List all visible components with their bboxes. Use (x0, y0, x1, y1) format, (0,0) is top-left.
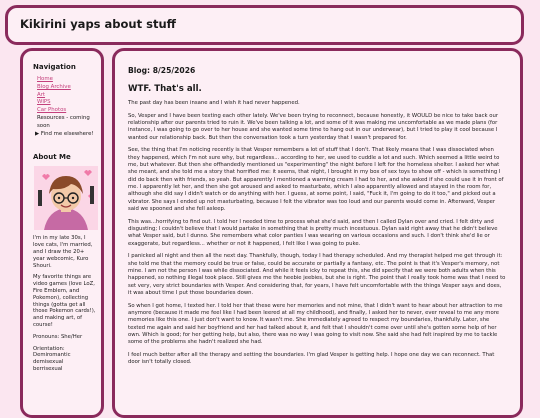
avatar-illustration (34, 166, 98, 230)
blog-post-panel (112, 48, 523, 418)
nav-link-wips[interactable]: WIPS (37, 99, 51, 106)
post-paragraph: See, the thing that I'm noticing recently is that Vesper remembers a lot of stuff that I don't. That likely means that I was dissociated when they happened, which I'm not sure why, but regardless... according to her, we used to cuddle a lot and such. Which seemed a little weird to me, but whatever. But then she offhandedly mentioned us "experimenting" the night before I left for the homeless shelter. I asked her what she meant, and she told me a story that horrified me: it seems, that night, I brought in my box of sex toys to show off - which is something I did do back then with friends, so yeah. But apparently I mentioned a warming cream I had to her, and she asked if she could use it in front of me. I apparently let her, and then she got aroused and asked to masturbate, which I also apparently allowed and stayed in the room for, although she did say I didn't watch or do anything with her. I guess, at some point, I said, "Fuck it, I'm going to do it too," and picked out a vibrator. She says I ended up not masturbating, because I felt the vibrator was too loud and our parents would come in. Afterward, Vesper said we spooned and she fell asleep. (128, 147, 504, 212)
about-favorites: My favorite things are video games (love LoZ, Fire Emblem, and Pokemon), collecting things (gotta get all those Pokemon cards!), and making art, of course! (33, 274, 96, 328)
orientation-line: berrisexual (33, 365, 63, 372)
post-paragraph: I panicked all night and then all the next day. Thankfully, though, today I had therapy scheduled. And my therapist helped me get through it: she told me that the memory could be true or false, could be accurate or partially a fantasy, etc. The point is that it's Vesper's memory, not mine. I am not the person I was while dissociated. And while it feels icky to repeat this, she did specify that we were both adults when this happened, so nothing illegal took place. Still gives me the heebie jeebies, but she is right. The point that I really took home was that I need to set very, very strict boundaries with Vesper. And considering that, for years, I have felt uncomfortable with the things Vesper says and does, it was about time I put those boundaries down. (128, 253, 506, 296)
nav-link-blog-archive[interactable]: Blog Archive (37, 83, 71, 90)
nav-list (33, 76, 101, 138)
about-heading: About Me (33, 153, 71, 162)
site-header (5, 5, 524, 45)
orientation-line: demisexual (33, 359, 64, 366)
post-paragraph: So, Vesper and I have been texting each other lately. We've been trying to reconnect, because honestly, it WOULD be nice to take back our relationship after our parents tried to ruin it. We've been talking a lot, and some of it was making me uncomfortable as we made plans (for instance, I was going to go over to her house and she wanted some time to hang out in our underwear), but I tried to play it cool because I wanted our relationship back. But then the conversation took a turn yesterday that I wasn't prepared for. (128, 112, 499, 141)
post-title: WTF. That's all. (128, 84, 202, 94)
about-bio: I'm in my late 30s, I love cats, I'm married, and I draw the 20+ year webcomic, Kuro Shouri. (33, 235, 93, 269)
sidebar (20, 48, 104, 418)
nav-link-car-photos[interactable]: Car Photos (37, 107, 67, 114)
avatar (34, 166, 98, 230)
orientation-line: Demiromantic (33, 352, 71, 359)
about-section (33, 153, 101, 372)
post-date-heading: Blog: 8/25/2026 (128, 66, 196, 75)
nav-heading: Navigation (33, 63, 76, 71)
about-pronouns: Pronouns: She/Her (33, 333, 83, 340)
orientation-label: Orientation: (33, 345, 65, 352)
nav-resources: Resources - coming soon (37, 114, 90, 129)
about-orientation (33, 346, 97, 373)
post-paragraph: I feel much better after all the therapy and setting the boundaries. I'm glad Vesper is getting help. I hope one day we can reconnect. That door isn't totally closed. (128, 351, 495, 366)
post-paragraph: The past day has been insane and I wish it had never happened. (128, 100, 300, 106)
post-paragraph: So when I got home, I texted her. I told her that these were her memories and not mine, that I didn't want to hear about her attraction to me anymore (because it made me feel like I had been leered at all my childhood), and finally, I asked her to never, ever reveal to me any more memories like this one. I just don't want to know. It wasn't me. She immediately agreed to respect my boundaries, thankfully. Later, she texted me again and said her boyfriend and her had talked about it, and felt that I shouldn't come over until she's gotten some help of her own. Which is good; for her getting help, but also, there was no way I was going to visit now. She said she had felt inspired by me to tackle some of the problems she hadn't realized she had. (128, 302, 503, 346)
find-me-elsewhere-toggle[interactable]: ▶ Find me elsewhere! (35, 130, 94, 137)
post-paragraph: This was...horrifying to find out. I told her I needed time to process what she'd said, and then I called Dylan over and cried. I felt dirty and disgusting; I couldn't believe that I would partake in something that is pretty much incestuous. Dylan said right away that he didn't believe what Vesper said, but I dunno. She remembers what color panties I was wearing on various occasions and such. I don't think she'd lie or exaggerate, but regardless... whether or not it happened, I felt like I was going to puke. (128, 218, 498, 247)
nav-link-home[interactable]: Home (37, 76, 53, 82)
site-title: Kikirini yaps about stuff (20, 17, 176, 31)
nav-link-art[interactable]: Art (37, 91, 46, 98)
